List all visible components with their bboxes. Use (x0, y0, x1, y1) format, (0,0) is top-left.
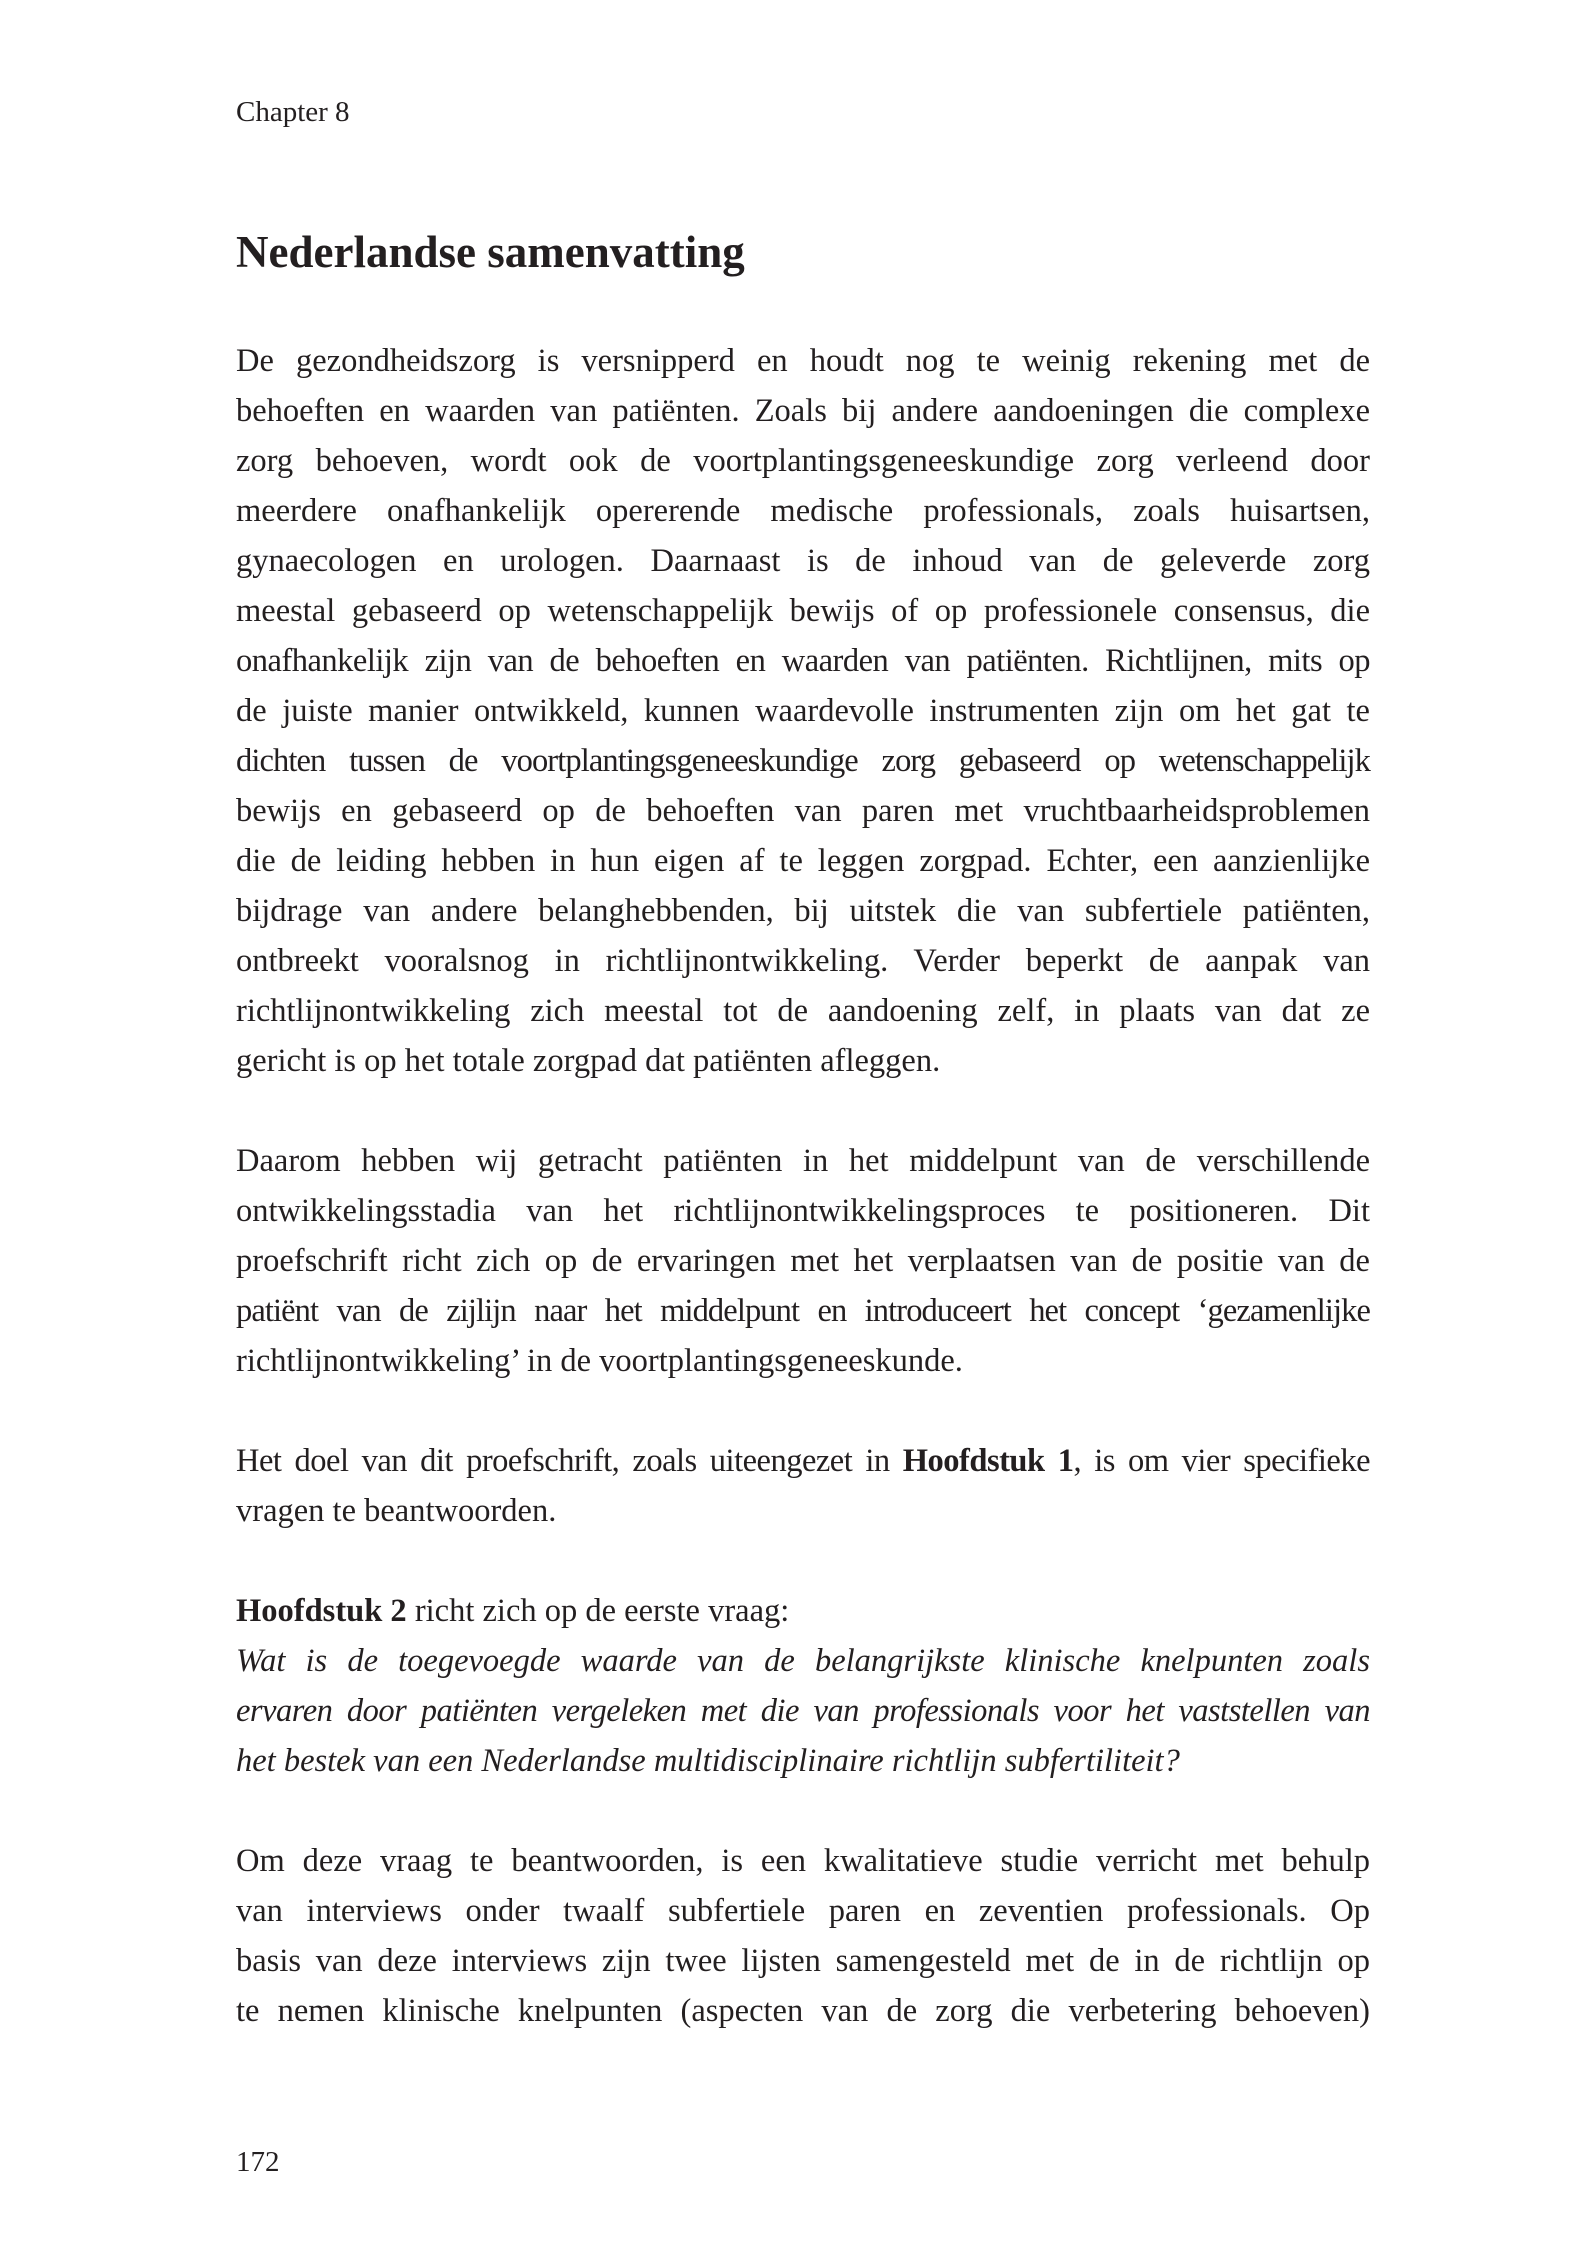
paragraph-outline (236, 1436, 1370, 1536)
running-head: Chapter 8 (236, 96, 350, 128)
text-line: gericht is op het totale zorgpad dat patiënten afleggen. (236, 1043, 941, 1079)
text-line (236, 1586, 1370, 1636)
paragraph-aim (236, 1136, 1370, 1386)
text-line: dichten tussen de voortplantingsgeneeskundige zorg gebaseerd op wetenschappelijk (236, 743, 1370, 779)
research-question-line: ervaren door patiënten vergeleken met die van professionals voor het vaststellen van (236, 1693, 1370, 1729)
research-question-line: het bestek van een Nederlandse multidisciplinaire richtlijn subfertiliteit? (236, 1743, 1180, 1779)
paragraph-chapter-2 (236, 1586, 1370, 1786)
text-line: onafhankelijk zijn van de behoeften en waarden van patiënten. Richtlijnen, mits op (236, 643, 1370, 679)
text-line: richtlijnontwikkeling’ in de voortplantingsgeneeskunde. (236, 1343, 963, 1379)
text-line: ontbreekt vooralsnog in richtlijnontwikkeling. Verder beperkt de aanpak van (236, 943, 1370, 979)
text-line: Om deze vraag te beantwoorden, is een kwalitatieve studie verricht met behulp (236, 1843, 1370, 1879)
text-line: behoeften en waarden van patiënten. Zoals bij andere aandoeningen die complexe (236, 393, 1370, 429)
text-line (236, 1436, 1370, 1486)
text-run: Het doel van dit proefschrift, zoals uiteengezet in (236, 1443, 903, 1479)
text-line: bijdrage van andere belanghebbenden, bij uitstek die van subfertiele patiënten, (236, 893, 1370, 929)
text-line: basis van deze interviews zijn twee lijsten samengesteld met de in de richtlijn op (236, 1943, 1370, 1979)
chapter-reference: Hoofdstuk 2 (236, 1593, 407, 1629)
page-title: Nederlandse samenvatting (236, 227, 745, 277)
text-line: van interviews onder twaalf subfertiele paren en zeventien professionals. Op (236, 1893, 1370, 1929)
page-number: 172 (236, 2146, 280, 2178)
paragraph-intro (236, 336, 1370, 1086)
text-line: te nemen klinische knelpunten (aspecten van de zorg die verbetering behoeven) (236, 1993, 1370, 2029)
text-line: bewijs en gebaseerd op de behoeften van paren met vruchtbaarheidsproblemen (236, 793, 1370, 829)
text-line: vragen te beantwoorden. (236, 1493, 557, 1529)
text-line: die de leiding hebben in hun eigen af te leggen zorgpad. Echter, een aanzienlijke (236, 843, 1370, 879)
body-text (236, 336, 1370, 2036)
text-run: richt zich op de eerste vraag: (406, 1593, 790, 1629)
paragraph-method (236, 1836, 1370, 2036)
text-line: ontwikkelingsstadia van het richtlijnontwikkelingsproces te positioneren. Dit (236, 1193, 1370, 1229)
text-line: De gezondheidszorg is versnipperd en houdt nog te weinig rekening met de (236, 343, 1370, 379)
text-line: meerdere onafhankelijk opererende medische professionals, zoals huisartsen, (236, 493, 1370, 529)
chapter-reference: Hoofdstuk 1 (902, 1443, 1074, 1479)
text-line: meestal gebaseerd op wetenschappelijk bewijs of op professionele consensus, die (236, 593, 1370, 629)
text-line: proefschrift richt zich op de ervaringen met het verplaatsen van de positie van de (236, 1243, 1370, 1279)
research-question-line: Wat is de toegevoegde waarde van de belangrijkste klinische knelpunten zoals (236, 1643, 1370, 1679)
text-line: gynaecologen en urologen. Daarnaast is de inhoud van de geleverde zorg (236, 543, 1370, 579)
text-line: zorg behoeven, wordt ook de voortplantingsgeneeskundige zorg verleend door (236, 443, 1370, 479)
text-line: richtlijnontwikkeling zich meestal tot de aandoening zelf, in plaats van dat ze (236, 993, 1370, 1029)
text-line: de juiste manier ontwikkeld, kunnen waardevolle instrumenten zijn om het gat te (236, 693, 1370, 729)
text-line: patiënt van de zijlijn naar het middelpunt en introduceert het concept ‘gezamenlijke (236, 1293, 1370, 1329)
text-run: , is om vier specifieke (1073, 1443, 1370, 1479)
text-line: Daarom hebben wij getracht patiënten in het middelpunt van de verschillende (236, 1143, 1370, 1179)
